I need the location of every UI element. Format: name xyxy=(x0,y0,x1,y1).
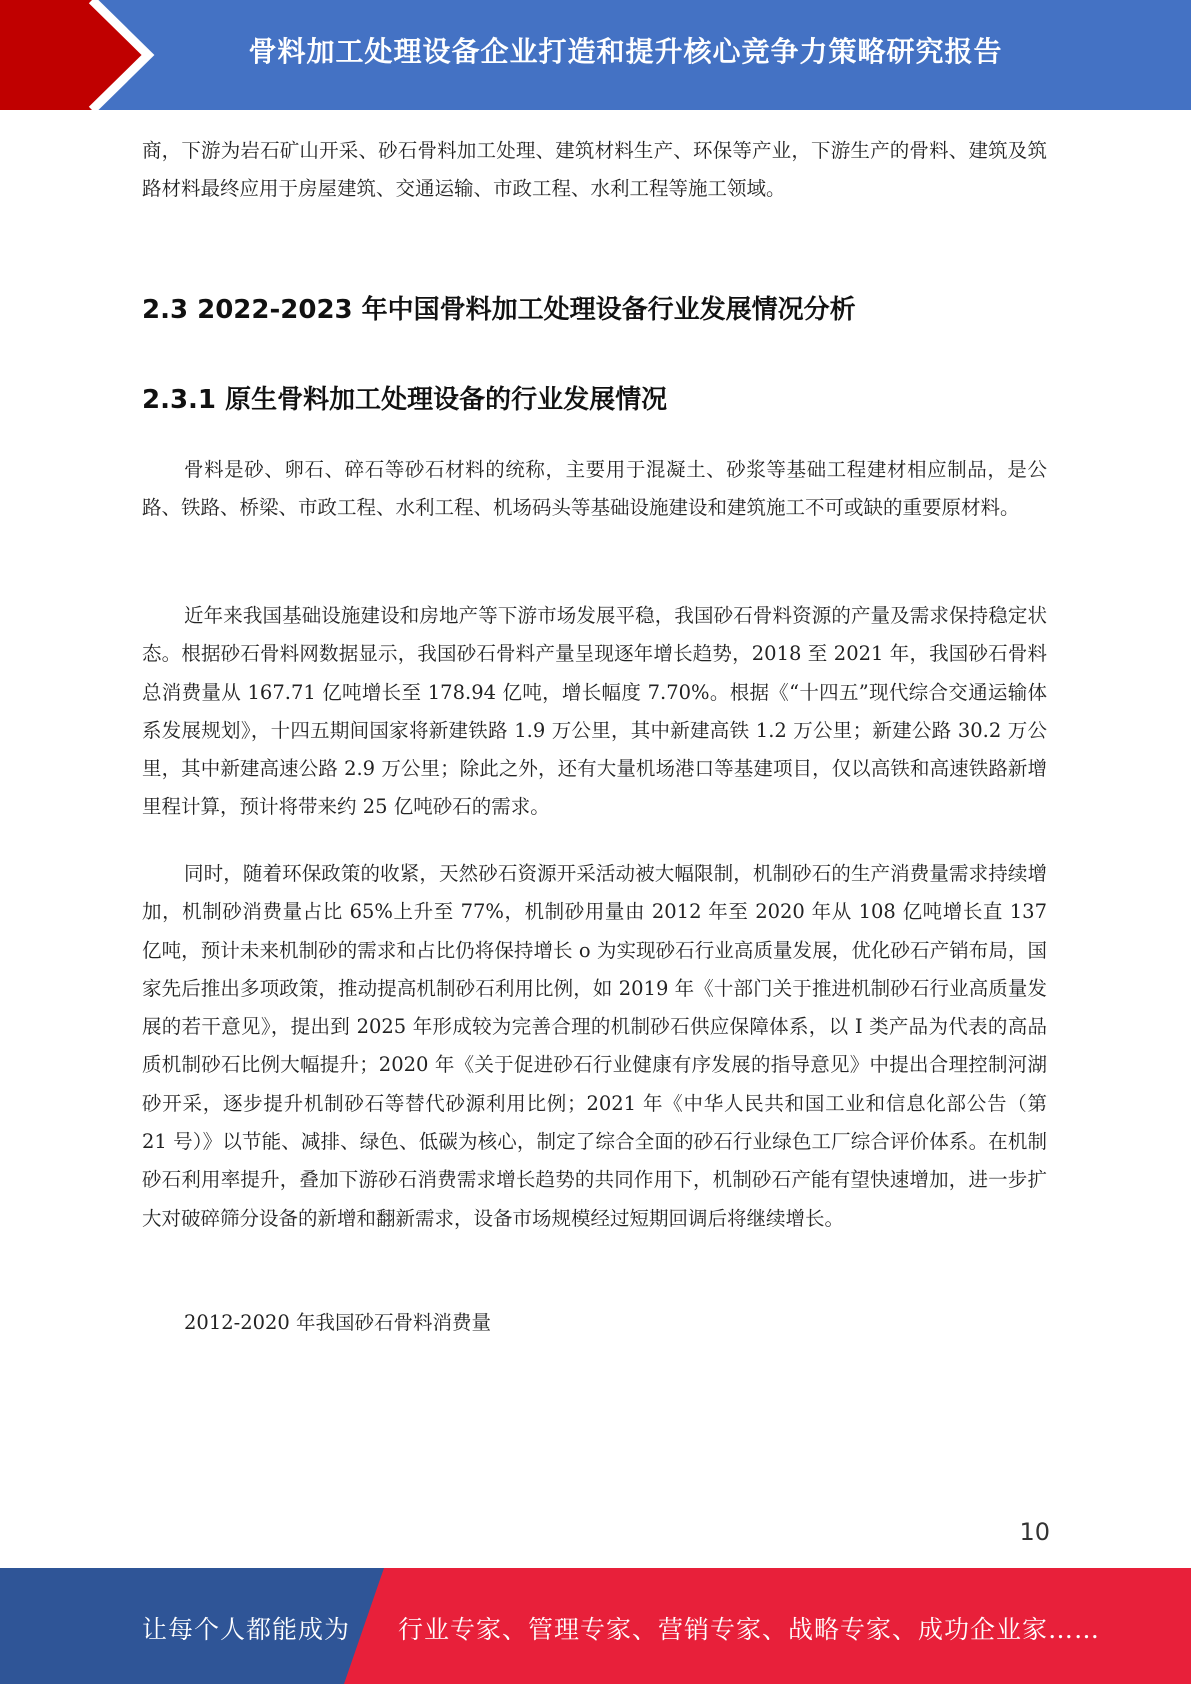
body-paragraph: 骨料是砂、卵石、碎石等砂石材料的统称，主要用于混凝土、砂浆等基础工程建材相应制品，是公路、铁路、桥梁、市政工程、水利工程、机场码头等基础设施建设和建筑施工不可或缺的重要原材料。 xyxy=(142,458,1047,520)
page-header xyxy=(0,0,1191,110)
intro-block xyxy=(142,132,1047,209)
figure-caption: 2012-2020 年我国砂石骨料消费量 xyxy=(184,1311,492,1334)
paragraph-block-3 xyxy=(142,855,1047,1238)
page-footer xyxy=(0,1568,1191,1684)
intro-paragraph: 商，下游为岩石矿山开采、砂石骨料加工处理、建筑材料生产、环保等产业，下游生产的骨料、建筑及筑路材料最终应用于房屋建筑、交通运输、市政工程、水利工程等施工领域。 xyxy=(142,139,1047,201)
body-paragraph: 近年来我国基础设施建设和房地产等下游市场发展平稳，我国砂石骨料资源的产量及需求保持稳定状态。根据砂石骨料网数据显示，我国砂石骨料产量呈现逐年增长趋势，2018 至 2021 年，我国砂石骨料总消费量从 167.71 亿吨增长至 178.94 亿吨，增长幅度 7.70%。根据《“十四五”现代综合交通运输体系发展规划》，十四五期间国家将新建铁路 1.9 万公里，其中新建高铁 1.2 万公里；新建公路 30.2 万公里，其中新建高速公路 2.9 万公里；除此之外，还有大量机场港口等基建项目，仅以高铁和高速铁路新增里程计算，预计将带来约 25 亿吨砂石的需求。 xyxy=(142,604,1047,819)
body-paragraph: 同时，随着环保政策的收紧，天然砂石资源开采活动被大幅限制，机制砂石的生产消费量需求持续增加，机制砂消费量占比 65%上升至 77%，机制砂用量由 2012 年至 2020 年从 108 亿吨增长直 137 亿吨，预计未来机制砂的需求和占比仍将保持增长 o 为实现砂石行业高质量发展，优化砂石产销布局，国家先后推出多项政策，推动提高机制砂石利用比例，如 2019 年《十部门关于推进机制砂石行业高质量发展的若干意见》，提出到 2025 年形成较为完善合理的机制砂石供应保障体系，以 I 类产品为代表的高品质机制砂石比例大幅提升；2020 年《关于促进砂石行业健康有序发展的指导意见》中提出合理控制河湖砂开采，逐步提升机制砂石等替代砂源利用比例；2021 年《中华人民共和国工业和信息化部公告（第 21 号）》以节能、减排、绿色、低碳为核心，制定了综合全面的砂石行业绿色工厂综合评价体系。在机制砂石利用率提升，叠加下游砂石消费需求增长趋势的共同作用下，机制砂石产能有望快速增加，进一步扩大对破碎筛分设备的新增和翻新需求，设备市场规模经过短期回调后将继续增长。 xyxy=(142,862,1047,1230)
footer-slogan-right: 行业专家、管理专家、营销专家、战略专家、成功企业家…… xyxy=(398,1615,1101,1644)
page-number: 10 xyxy=(1019,1518,1050,1546)
subsection-heading: 2.3.1 原生骨料加工处理设备的行业发展情况 xyxy=(142,385,668,415)
figure-caption-block xyxy=(142,1304,1047,1342)
paragraph-block-1 xyxy=(142,451,1047,528)
section-heading: 2.3 2022-2023 年中国骨料加工处理设备行业发展情况分析 xyxy=(142,295,856,325)
footer-slogan-left: 让每个人都能成为 xyxy=(142,1615,351,1644)
report-title: 骨料加工处理设备企业打造和提升核心竞争力策略研究报告 xyxy=(248,35,1003,68)
paragraph-block-2 xyxy=(142,597,1047,827)
